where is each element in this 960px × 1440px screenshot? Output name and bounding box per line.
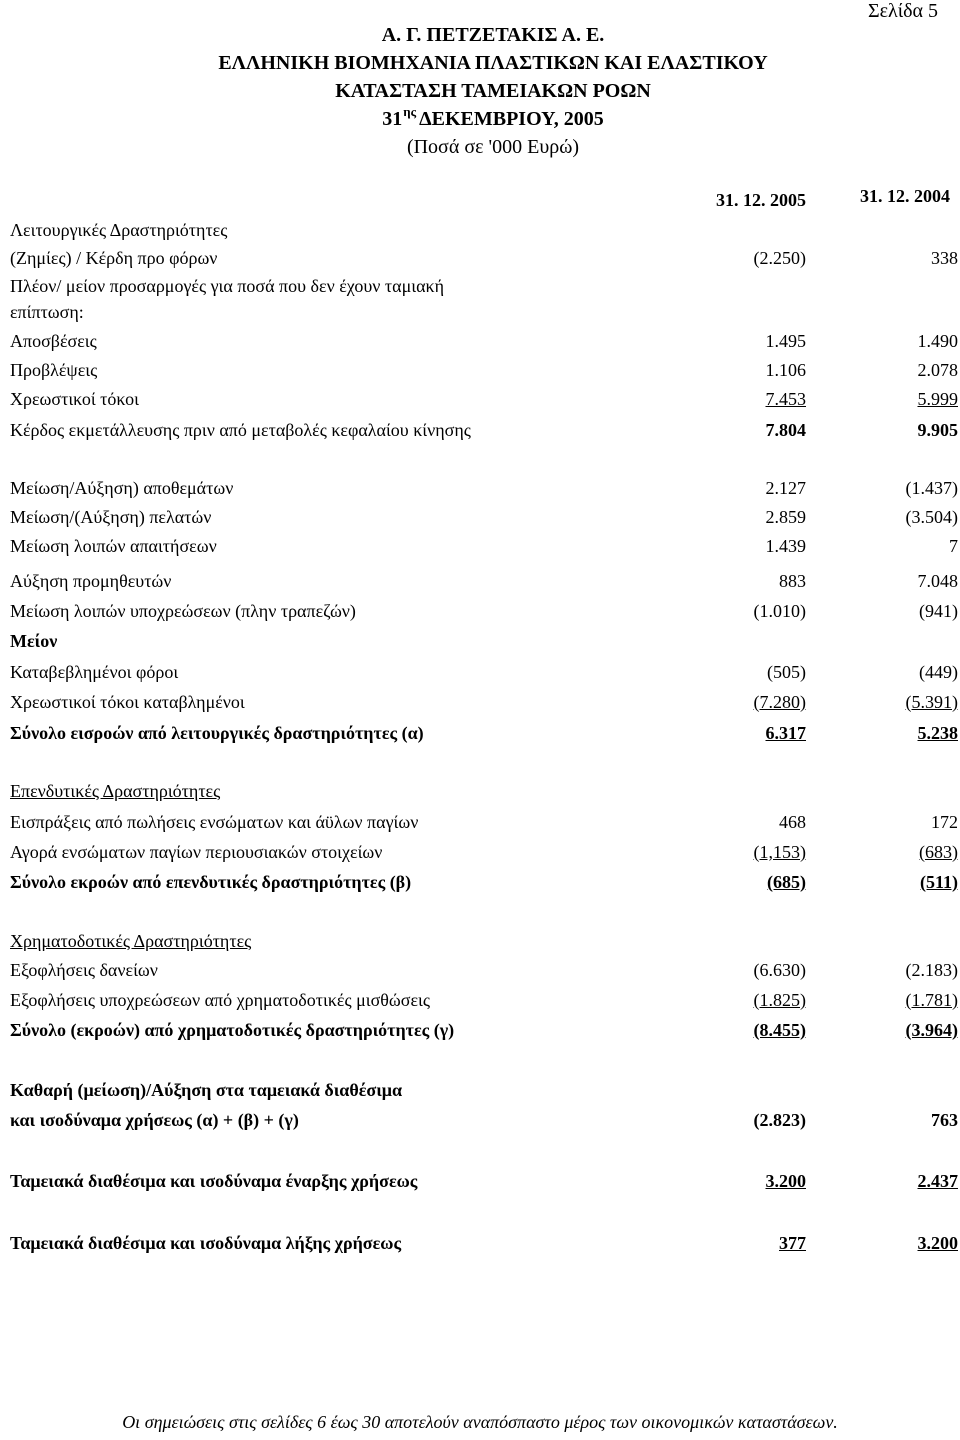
value-2005: (8.455)	[753, 1020, 806, 1040]
value-2005: 1.106	[765, 360, 806, 380]
value-2004: 1.490	[917, 331, 958, 351]
value-2005: (685)	[767, 872, 806, 892]
value-2005: (505)	[767, 662, 806, 682]
subtotal-row	[0, 870, 960, 894]
table-row	[0, 274, 960, 298]
value-2005: 2.127	[765, 478, 806, 498]
table-row	[0, 246, 960, 270]
value-2005: 468	[779, 812, 806, 832]
value-2005: 3.200	[765, 1171, 806, 1191]
row-label: Μείωση/Αύξηση) αποθεμάτων	[10, 478, 234, 498]
value-2005: (6.630)	[753, 960, 806, 980]
row-label: Ταμειακά διαθέσιμα και ισοδύναμα λήξης χρήσεως	[10, 1233, 402, 1253]
value-2004: 9.905	[917, 420, 958, 440]
row-label: Καθαρή (μείωση)/Αύξηση στα ταμειακά διαθέσιμα	[10, 1080, 403, 1100]
value-2004: (2.183)	[905, 960, 958, 980]
row-label: Μείωση λοιπών υποχρεώσεων (πλην τραπεζών)	[10, 601, 356, 621]
value-2004: 5.238	[917, 723, 958, 743]
value-2004: (3.504)	[905, 507, 958, 527]
total-row	[0, 1169, 960, 1193]
row-label: Σύνολο (εκροών) από χρηματοδοτικές δραστηριότητες (γ)	[10, 1020, 455, 1040]
value-2005: 377	[779, 1233, 806, 1253]
row-label: Σύνολο εκροών από επενδυτικές δραστηριότητες (β)	[10, 872, 412, 892]
row-label: Προβλέψεις	[10, 360, 98, 380]
subtotal-row	[0, 721, 960, 745]
value-2004: (449)	[919, 662, 958, 682]
table-row	[0, 300, 960, 324]
statement-date	[160, 104, 826, 131]
value-2004: (5.391)	[905, 692, 958, 712]
table-row	[0, 1078, 960, 1102]
value-2005: 7.804	[765, 420, 806, 440]
table-row	[0, 988, 960, 1012]
value-2004: 172	[931, 812, 958, 832]
row-label: Εισπράξεις από πωλήσεις ενσώματων και άϋλων παγίων	[10, 812, 419, 832]
subtotal-row	[0, 418, 960, 442]
value-2004: 2.078	[917, 360, 958, 380]
row-label: Μείον	[10, 631, 58, 651]
value-2004: (941)	[919, 601, 958, 621]
row-label: Εξοφλήσεις υποχρεώσεων από χρηματοδοτικές μισθώσεις	[10, 990, 431, 1010]
table-row	[0, 476, 960, 500]
value-2004: 5.999	[917, 389, 958, 409]
row-label: Κέρδος εκμετάλλευσης πριν από μεταβολές κεφαλαίου κίνησης	[10, 420, 471, 440]
table-row	[0, 534, 960, 558]
table-row	[0, 387, 960, 411]
value-2005: (1,153)	[753, 842, 806, 862]
value-2004: 7.048	[917, 571, 958, 591]
column-header-2004: 31. 12. 2004	[860, 186, 950, 206]
amounts-note: (Ποσά σε '000 Ευρώ)	[406, 136, 580, 158]
value-2004: 763	[931, 1110, 958, 1130]
row-label: Εξοφλήσεις δανείων	[10, 960, 158, 980]
value-2004: (683)	[919, 842, 958, 862]
row-label: Αύξηση προμηθευτών	[10, 571, 172, 591]
table-row	[0, 810, 960, 834]
total-row	[0, 1108, 960, 1132]
footer-note: Οι σημειώσεις στις σελίδες 6 έως 30 αποτελούν αναπόσπαστο μέρος των οικονομικών καταστάσεων.	[122, 1412, 838, 1432]
table-row	[0, 629, 960, 653]
row-label: επίπτωση:	[10, 302, 84, 322]
value-2004: (3.964)	[905, 1020, 958, 1040]
value-2004: (511)	[920, 872, 958, 892]
table-row	[0, 569, 960, 593]
table-row	[0, 599, 960, 623]
row-label: Αγορά ενσώματων παγίων περιουσιακών στοιχείων	[10, 842, 383, 862]
value-2005: (2.250)	[753, 248, 806, 268]
row-label: και ισοδύναμα χρήσεως (α) + (β) + (γ)	[10, 1110, 299, 1130]
value-2005: 1.439	[765, 536, 806, 556]
value-2004: 2.437	[917, 1171, 958, 1191]
company-name: Α. Γ. ΠΕΤΖΕΤΑΚΙΣ Α. Ε.	[381, 24, 605, 46]
value-2005: (1.825)	[753, 990, 806, 1010]
section-heading-operating	[0, 218, 960, 242]
row-label: Χρεωστικοί τόκοι	[10, 389, 139, 409]
row-label: Χρηματοδοτικές Δραστηριότητες	[10, 931, 252, 951]
section-heading-financing	[0, 929, 960, 953]
row-label: Χρεωστικοί τόκοι καταβλημένοι	[10, 692, 245, 712]
value-2004: 7	[949, 536, 958, 556]
date-day: 31	[382, 108, 403, 130]
value-2005: 2.859	[765, 507, 806, 527]
statement-title: ΚΑΤΑΣΤΑΣΗ ΤΑΜΕΙΑΚΩΝ ΡΟΩΝ	[335, 80, 651, 102]
value-2004: 338	[931, 248, 958, 268]
section-heading-investing	[0, 779, 960, 803]
column-header-2005: 31. 12. 2005	[716, 190, 806, 210]
date-rest: ΔΕΚΕΜΒΡΙΟΥ, 2005	[419, 108, 604, 130]
company-full-name: ΕΛΛΗΝΙΚΗ ΒΙΟΜΗΧΑΝΙΑ ΠΛΑΣΤΙΚΩΝ ΚΑΙ ΕΛΑΣΤΙΚΟΥ	[218, 52, 768, 74]
row-label: Μείωση λοιπών απαιτήσεων	[10, 536, 217, 556]
value-2004: 3.200	[917, 1233, 958, 1253]
table-row	[0, 505, 960, 529]
total-row	[0, 1231, 960, 1255]
table-row	[0, 690, 960, 714]
row-label: (Ζημίες) / Κέρδη προ φόρων	[10, 248, 218, 268]
value-2005: (7.280)	[753, 692, 806, 712]
value-2005: 883	[779, 571, 806, 591]
value-2005: (2.823)	[753, 1110, 806, 1130]
page-number: Σελίδα 5	[867, 0, 938, 22]
date-superscript: ης	[403, 104, 417, 119]
table-row	[0, 840, 960, 864]
row-label: Επενδυτικές Δραστηριότητες	[10, 781, 221, 801]
row-label: Μείωση/(Αύξηση) πελατών	[10, 507, 212, 527]
table-row	[0, 329, 960, 353]
value-2005: 6.317	[765, 723, 806, 743]
table-row	[0, 958, 960, 982]
row-label: Αποσβέσεις	[10, 331, 97, 351]
value-2004: (1.437)	[905, 478, 958, 498]
row-label: Σύνολο εισροών από λειτουργικές δραστηριότητες (α)	[10, 723, 424, 743]
value-2005: 1.495	[765, 331, 806, 351]
row-label: Ταμειακά διαθέσιμα και ισοδύναμα έναρξης χρήσεως	[10, 1171, 418, 1191]
value-2005: (1.010)	[753, 601, 806, 621]
value-2004: (1.781)	[905, 990, 958, 1010]
value-2005: 7.453	[765, 389, 806, 409]
row-label: Λειτουργικές Δραστηριότητες	[10, 220, 228, 240]
row-label: Καταβεβλημένοι φόροι	[10, 662, 179, 682]
subtotal-row	[0, 1018, 960, 1042]
table-row	[0, 660, 960, 684]
row-label: Πλέον/ μείον προσαρμογές για ποσά που δεν έχουν ταμιακή	[10, 276, 444, 296]
table-row	[0, 358, 960, 382]
